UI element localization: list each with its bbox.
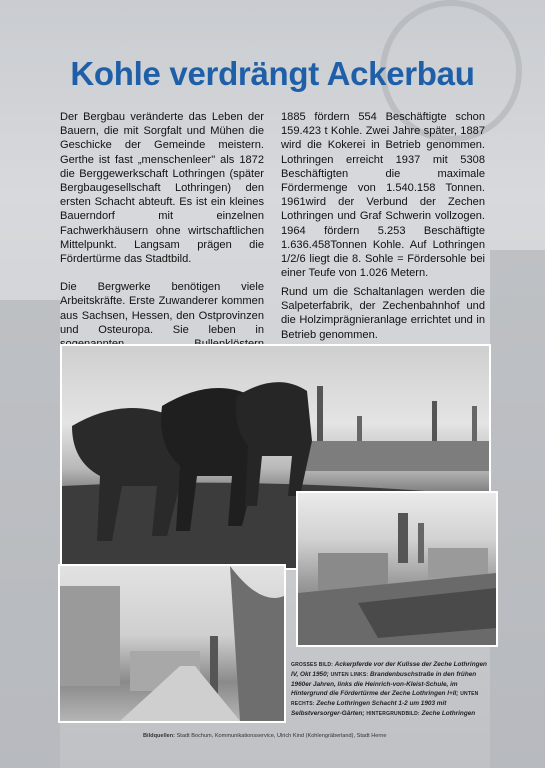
right-column-top <box>281 110 485 294</box>
paragraph: Der Bergbau veränderte das Leben der Bauern, die mit Sorgfalt und Mühen die Geschicke der Gemeinde meistern. Gerthe ist fast „menschenleer" als 1872 die Berggewerkschaft Lothringen (später Bergbaugesellschaft Lothringen) den ersten Schacht abteuft. Es ist ein kleines Bauerndorf mit einzelnen Fachwerkhäusern ohne wirtschaftlichen Mittelpunkt. Langsam prägen die Fördertürme das Stadtbild. <box>60 111 264 266</box>
paragraph: Die Bergwerke benötigen viele Arbeitskräfte. Erste Zuwanderer kommen aus Sachsen, Hessen, den Ostprovinzen und Osteuropa. Sie leben in <box>60 281 264 336</box>
street-illustration <box>60 566 284 721</box>
page-title: Kohle verdrängt Ackerbau <box>70 55 475 92</box>
bg-building-right <box>495 640 545 768</box>
image-caption <box>291 660 489 719</box>
caption-text: Zeche Lothringen Schacht 1-2 um 1903 mit Selbstversorger-Gärten; <box>291 700 447 717</box>
colliery-illustration <box>298 493 496 645</box>
bg-building-left <box>0 580 60 768</box>
credits-text: Stadt Bochum, Kommunikationsservice, Ulrich Kind (Kohlengräberland), Stadt Herne <box>176 733 387 739</box>
caption-text: Zeche Lothringen <box>421 710 476 717</box>
paragraph: 1885 fördern 554 Beschäftigte schon 159.423 t Kohle. Zwei Jahre später, 1887 wird die Kokerei in Betrieb genommen. Lothringen erreicht 1937 mit 5308 Beschäftigten die maximale Fördermenge von 1.540.158 Tonnen. 1961wird der Verbund der Zechen Lothringen und Graf Schwerin vollzogen. 1964 fördern 5.253 Beschäftigte 1.636.458Tonnen Kohle. Auf Lothringen 1/2/6 liegt die 8. Sohle = Fördersohle bei einer Teufe von 1.026 Metern. <box>281 111 485 280</box>
caption-text: Ackerpferde vor der Kulisse der Zeche Lothringen IV, Okt 1950; <box>291 661 487 678</box>
photo-colliery-1903 <box>296 491 498 647</box>
credits-label: Bildquellen: <box>143 733 176 739</box>
paragraph: Rund um die Schaltanlagen werden die Salpeterfabrik, der Zechenbahnhof und die Holzimprägnieranlage errichtet und in Betrieb genommen. <box>281 286 485 341</box>
caption-label: GROSSES BILD: <box>291 662 334 668</box>
caption-label: UNTEN RECHTS: <box>291 691 479 707</box>
caption-label: UNTEN LINKS: <box>330 672 369 678</box>
image-credits <box>143 733 503 739</box>
caption-text: Brandenbuschstraße in den frühen 1960er Jahren, links die Heinrich-von-Kleist-Schule, im Hintergrund die Fördertürme der Zeche Lothringen I+II; <box>291 671 477 697</box>
caption-label: HINTERGRUNDBILD: <box>366 711 420 717</box>
photo-street-1960s <box>58 564 286 723</box>
